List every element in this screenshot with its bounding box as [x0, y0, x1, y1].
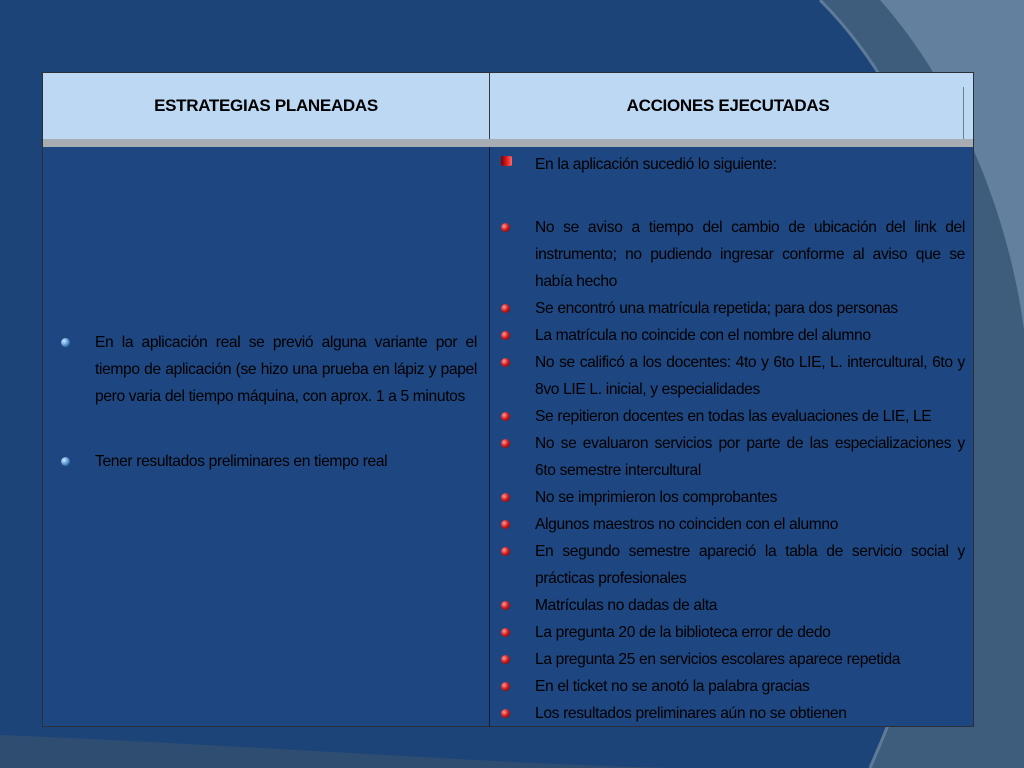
- list-item: [501, 592, 965, 619]
- list-item: [501, 646, 965, 673]
- list-item: [501, 214, 965, 295]
- accion-text: En segundo semestre apareció la tabla de servicio social y prácticas profesionales: [535, 543, 965, 587]
- acciones-intro: [501, 151, 965, 178]
- bullet-icon: [501, 331, 510, 340]
- acciones-column: [501, 151, 965, 727]
- estrategias-column: [61, 329, 477, 475]
- bullet-icon: [501, 412, 510, 421]
- list-item: [501, 430, 965, 484]
- bullet-icon: [501, 358, 510, 367]
- accion-text: No se calificó a los docentes: 4to y 6to LIE, L. intercultural, 6to y 8vo LIE L. inicial, y especialidades: [535, 354, 965, 398]
- bullet-icon: [501, 520, 510, 529]
- bullet-icon: [501, 439, 510, 448]
- accion-text: No se evaluaron servicios por parte de las especializaciones y 6to semestre intercultural: [535, 435, 965, 479]
- list-item: [501, 349, 965, 403]
- accion-text: En el ticket no se anotó la palabra gracias: [535, 678, 810, 695]
- bullet-icon: [61, 457, 70, 466]
- list-item: [501, 322, 965, 349]
- list-item: [501, 700, 965, 727]
- list-item: [501, 673, 965, 700]
- bullet-icon: [501, 223, 510, 232]
- strategies-actions-table: [42, 72, 974, 727]
- list-item: [501, 538, 965, 592]
- header-acciones-ejecutadas: ACCIONES EJECUTADAS: [626, 96, 830, 115]
- bullet-icon: [501, 493, 510, 502]
- accion-text: No se aviso a tiempo del cambio de ubicación del link del instrumento; no pudiendo ingresar conforme al aviso que se había hecho: [535, 219, 965, 290]
- bullet-icon: [501, 682, 510, 691]
- table-header: [43, 73, 973, 147]
- accion-text: Se encontró una matrícula repetida; para dos personas: [535, 300, 898, 317]
- bullet-icon: [501, 655, 510, 664]
- accion-text: La matrícula no coincide con el nombre del alumno: [535, 327, 871, 344]
- bullet-icon: [501, 547, 510, 556]
- list-item: [61, 448, 477, 475]
- bullet-icon: [501, 601, 510, 610]
- list-item: [501, 619, 965, 646]
- accion-text: La pregunta 25 en servicios escolares aparece repetida: [535, 651, 901, 668]
- accion-text: Se repitieron docentes en todas las evaluaciones de LIE, LE: [535, 408, 932, 425]
- bullet-icon: [501, 709, 510, 718]
- header-edge-line: [963, 87, 964, 139]
- list-item: [501, 295, 965, 322]
- bullet-icon: [501, 304, 510, 313]
- square-bullet-icon: [501, 156, 512, 166]
- header-estrategias-planeadas: ESTRATEGIAS PLANEADAS: [154, 96, 378, 115]
- accion-text: Algunos maestros no coinciden con el alumno: [535, 516, 839, 533]
- list-item: [501, 403, 965, 430]
- accion-text: La pregunta 20 de la biblioteca error de dedo: [535, 624, 831, 641]
- accion-text: Matrículas no dadas de alta: [535, 597, 718, 614]
- intro-text: En la aplicación sucedió lo siguiente:: [535, 156, 777, 173]
- list-item: [501, 484, 965, 511]
- accion-text: Los resultados preliminares aún no se obtienen: [535, 705, 847, 722]
- bullet-icon: [61, 338, 70, 347]
- estrategia-text: Tener resultados preliminares en tiempo real: [95, 453, 388, 470]
- list-item: [501, 511, 965, 538]
- list-item: [61, 329, 477, 410]
- accion-text: No se imprimieron los comprobantes: [535, 489, 778, 506]
- bullet-icon: [501, 628, 510, 637]
- estrategia-text: En la aplicación real se previó alguna variante por el tiempo de aplicación (se hizo una prueba en lápiz y papel pero varia del tiempo máquina, con aprox. 1 a 5 minutos: [95, 334, 477, 405]
- column-divider: [489, 147, 490, 727]
